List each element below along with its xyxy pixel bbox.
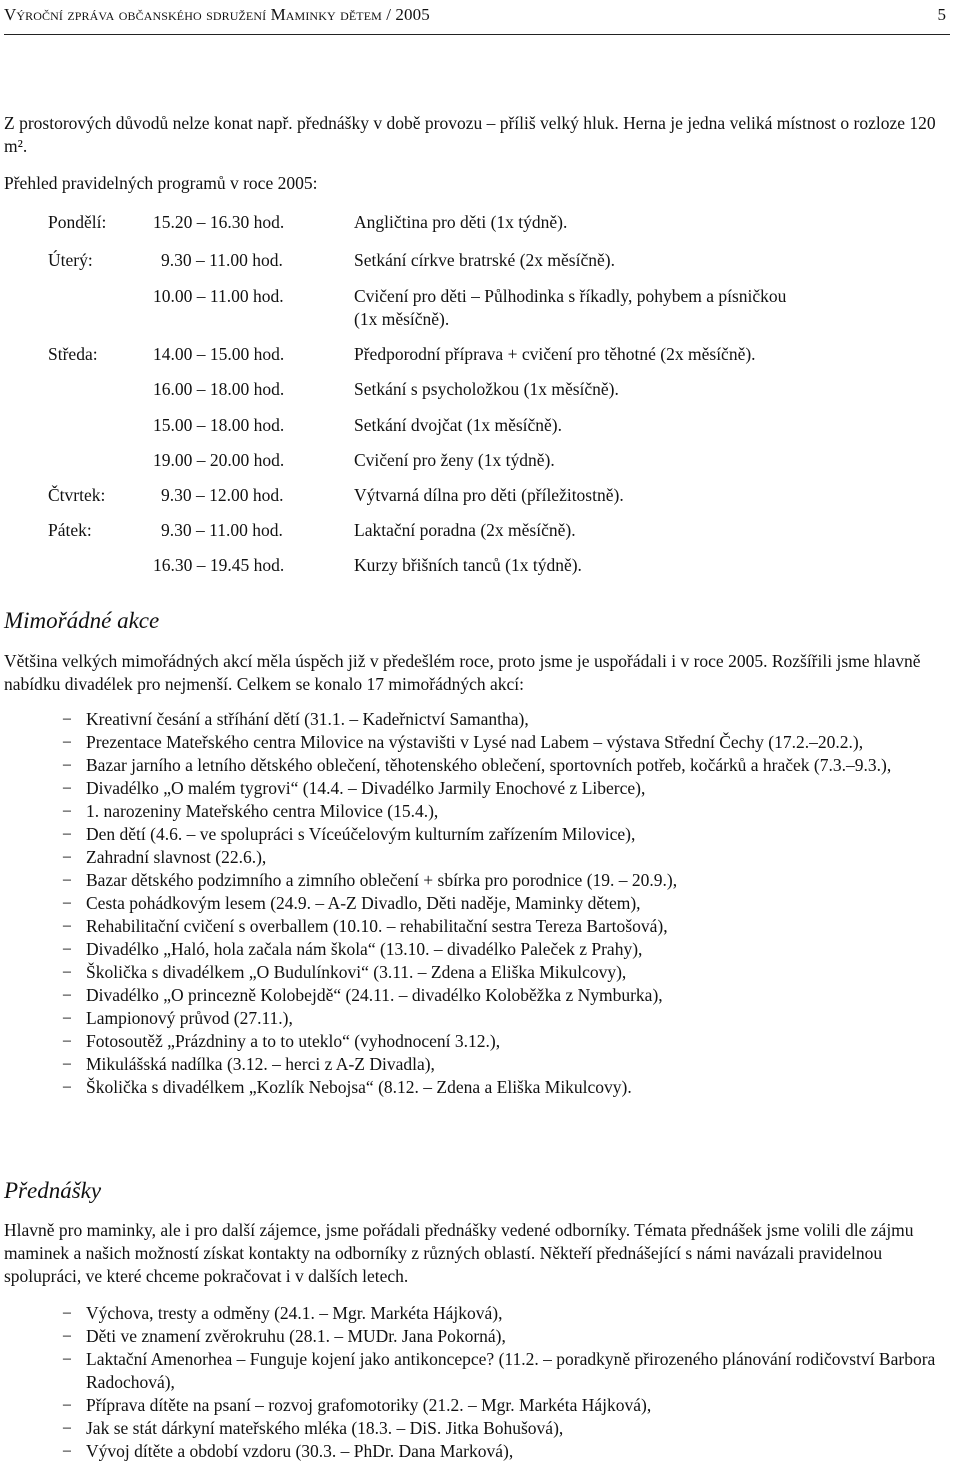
schedule-time: 10.00 – 11.00 hod.	[153, 286, 284, 306]
list-item: − Cesta pohádkovým lesem (24.9. – A-Z Divadlo, Děti naděje, Maminky dětem),	[0, 892, 960, 915]
section-heading-events: Mimořádné akce	[4, 608, 160, 633]
list-item: − 1. narozeniny Mateřského centra Milovice (15.4.),	[0, 800, 960, 823]
schedule-desc: Kurzy břišních tanců (1x týdně).	[354, 555, 582, 575]
page-header	[4, 0, 950, 35]
schedule-desc: Setkání s psycholožkou (1x měsíčně).	[354, 379, 619, 399]
schedule-desc: Předporodní příprava + cvičení pro těhotné (2x měsíčně).	[354, 344, 756, 364]
page-number: 5	[937, 5, 946, 24]
schedule-day: Středa:	[48, 344, 98, 364]
lectures-paragraph: Hlavně pro maminky, ale i pro další zájemce, jsme pořádali přednášky vedené odborníky. Témata přednášek jsme volili dle zájmu maminek a našich možností získat kontakty na odborníky z různých oblastí. Někteří přednášející s námi navázali pravidelnou spolupráci, ve které chceme pokračovat i v dalších letech.	[4, 1220, 914, 1286]
list-item: − Děti ve znamení zvěrokruhu (28.1. – MUDr. Jana Pokorná),	[0, 1325, 960, 1348]
schedule-desc: Angličtina pro děti (1x týdně).	[354, 212, 568, 232]
list-item: − Školička s divadélkem „O Budulínkovi“ (3.11. – Zdena a Eliška Mikulcovy),	[0, 961, 960, 984]
list-item: − Divadélko „O princezně Kolobejdě“ (24.11. – divadélko Koloběžka z Nymburka),	[0, 984, 960, 1007]
schedule-time: 19.00 – 20.00 hod.	[153, 450, 285, 470]
schedule-desc: Setkání církve bratrské (2x měsíčně).	[354, 250, 615, 270]
list-item: − Výchova, tresty a odměny (24.1. – Mgr. Markéta Hájková),	[0, 1302, 960, 1325]
schedule-desc: Cvičení pro ženy (1x týdně).	[354, 450, 555, 470]
schedule-desc: Setkání dvojčat (1x měsíčně).	[354, 415, 562, 435]
list-item: − Laktační Amenorhea – Funguje kojení jako antikoncepce? (11.2. – poradkyně přirozeného plánování rodičovství Barbora Radochová),	[0, 1348, 960, 1394]
schedule-time: 16.00 – 18.00 hod.	[153, 379, 285, 399]
schedule-time: 16.30 – 19.45 hod.	[153, 555, 285, 575]
list-item: − Den dětí (4.6. – ve spolupráci s Víceúčelovým kulturním zařízením Milovice),	[0, 823, 960, 846]
schedule-time: 9.30 – 11.00 hod.	[161, 250, 283, 270]
list-item: − Lampionový průvod (27.11.),	[0, 1007, 960, 1030]
schedule-desc: Laktační poradna (2x měsíčně).	[354, 520, 576, 540]
schedule-time: 9.30 – 12.00 hod.	[161, 485, 284, 505]
lectures-list	[0, 1302, 960, 1463]
list-item: − Mikulášská nadílka (3.12. – herci z A-Z Divadla),	[0, 1053, 960, 1076]
list-item: − Fotosoutěž „Prázdniny a to to uteklo“ (vyhodnocení 3.12.),	[0, 1030, 960, 1053]
schedule-desc: Výtvarná dílna pro děti (příležitostně).	[354, 485, 624, 505]
list-item: − Divadélko „O malém tygrovi“ (14.4. – Divadélko Jarmily Enochové z Liberce),	[0, 777, 960, 800]
schedule-day: Čtvrtek:	[48, 485, 106, 505]
list-item: − Jak se stát dárkyní mateřského mléka (18.3. – DiS. Jitka Bohušová),	[0, 1417, 960, 1440]
schedule-day: Pondělí:	[48, 212, 107, 232]
schedule-time: 15.20 – 16.30 hod.	[153, 212, 285, 232]
list-item: − Divadélko „Haló, hola začala nám škola“ (13.10. – divadélko Paleček z Prahy),	[0, 938, 960, 961]
events-list	[0, 708, 960, 1099]
schedule-day: Úterý:	[48, 250, 93, 270]
list-item: − Bazar jarního a letního dětského oblečení, těhotenského oblečení, sportovních potřeb, kočárků a hraček (7.3.–9.3.),	[0, 754, 960, 777]
schedule-time: 14.00 – 15.00 hod.	[153, 344, 285, 364]
section-heading-lectures: Přednášky	[4, 1178, 102, 1203]
list-item: − Prezentace Mateřského centra Milovice na výstavišti v Lysé nad Labem – výstava Střední Čechy (17.2.–20.2.),	[0, 731, 960, 754]
schedule-desc: Cvičení pro děti – Půlhodinka s říkadly, pohybem a písničkou	[354, 286, 787, 306]
schedule-day: Pátek:	[48, 520, 92, 540]
list-item: − Kreativní česání a stříhání dětí (31.1. – Kadeřnictví Samantha),	[0, 708, 960, 731]
list-item: − Bazar dětského podzimního a zimního oblečení + sbírka pro porodnice (19. – 20.9.),	[0, 869, 960, 892]
schedule-desc-continuation: (1x měsíčně).	[354, 309, 450, 329]
events-paragraph: Většina velkých mimořádných akcí měla úspěch již v předešlém roce, proto jsme je uspořádali i v roce 2005. Rozšířili jsme hlavně nabídku divadélek pro nejmenší. Celkem se konalo 17 mimořádných akcí:	[4, 651, 921, 694]
list-item: − Vývoj dítěte a období vzdoru (30.3. – PhDr. Dana Marková),	[0, 1440, 960, 1463]
list-item: − Zahradní slavnost (22.6.),	[0, 846, 960, 869]
list-item: − Příprava dítěte na psaní – rozvoj grafomotoriky (21.2. – Mgr. Markéta Hájková),	[0, 1394, 960, 1417]
schedule-time: 9.30 – 11.00 hod.	[161, 520, 283, 540]
report-title: Výroční zpráva občanského sdružení Maminky dětem / 2005	[4, 5, 430, 24]
list-item: − Rehabilitační cvičení s overballem (10.10. – rehabilitační sestra Tereza Bartošová),	[0, 915, 960, 938]
list-item: − Školička s divadélkem „Kozlík Nebojsa“ (8.12. – Zdena a Eliška Mikulcovy).	[0, 1076, 960, 1099]
schedule-intro: Přehled pravidelných programů v roce 2005:	[4, 173, 318, 193]
intro-paragraph: Z prostorových důvodů nelze konat např. přednášky v době provozu – příliš velký hluk. Herna je jedna veliká místnost o rozloze 120 m².	[4, 113, 936, 156]
schedule-time: 15.00 – 18.00 hod.	[153, 415, 285, 435]
